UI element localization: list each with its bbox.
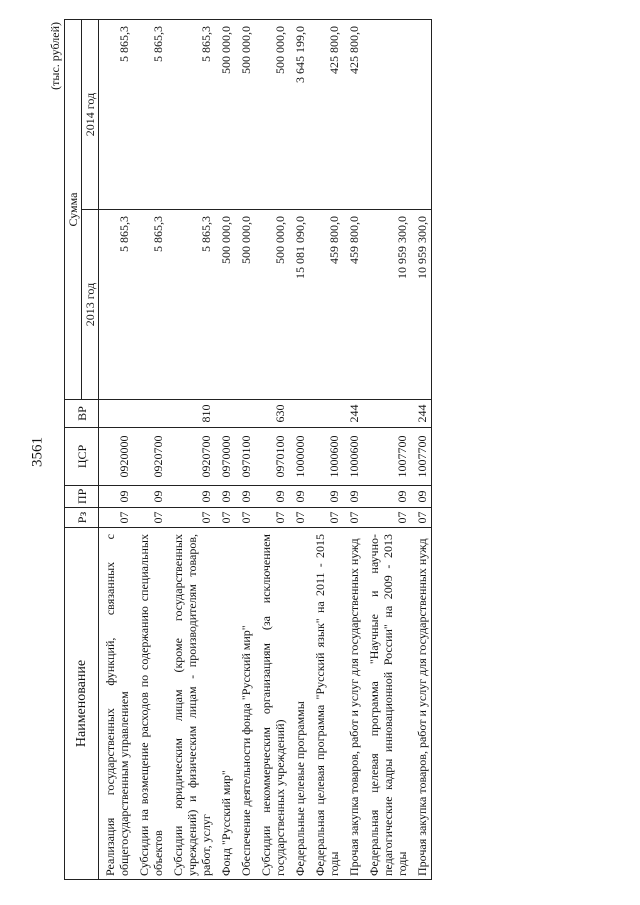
row-pr: 09 [363, 486, 411, 508]
row-csr: 1000600 [343, 428, 363, 486]
row-sum-2013: 15 081 090,0 [289, 210, 309, 400]
row-sum-2014: 5 865,3 [133, 19, 167, 209]
row-name: Федеральная целевая программа "Научные и научно-педагогические кадры инновационной России" на 2009 - 2013 годы [363, 528, 411, 880]
row-pr: 09 [343, 486, 363, 508]
table-row [99, 19, 134, 879]
row-rz: 07 [99, 508, 134, 528]
row-name: Федеральные целевые программы [289, 528, 309, 880]
header-year-2014: 2014 год [82, 19, 99, 209]
row-rz: 07 [309, 508, 343, 528]
row-name: Обеспечение деятельности фонда "Русский мир" [235, 528, 255, 880]
row-pr: 09 [235, 486, 255, 508]
row-name: Прочая закупка товаров, работ и услуг для государственных нужд [343, 528, 363, 880]
table-row [343, 19, 363, 879]
row-sum-2013: 459 800,0 [343, 210, 363, 400]
row-sum-2013: 500 000,0 [215, 210, 235, 400]
row-sum-2013: 459 800,0 [309, 210, 343, 400]
row-pr: 09 [309, 486, 343, 508]
row-sum-2013: 500 000,0 [255, 210, 289, 400]
row-sum-2013: 5 865,3 [133, 210, 167, 400]
header-vr: ВР [65, 400, 99, 428]
row-pr: 09 [99, 486, 134, 508]
row-sum-2014: 5 865,3 [99, 19, 134, 209]
row-sum-2014 [363, 19, 411, 209]
table-row [215, 19, 235, 879]
row-csr: 0920700 [167, 428, 215, 486]
header-pr: ПР [65, 486, 99, 508]
row-sum-2013: 5 865,3 [99, 210, 134, 400]
table-row [363, 19, 411, 879]
row-sum-2014: 500 000,0 [215, 19, 235, 209]
row-vr: 244 [411, 400, 432, 428]
table-header [65, 19, 99, 879]
table-row [167, 19, 215, 879]
page-number: 3561 [29, 437, 46, 467]
table-row [309, 19, 343, 879]
row-name: Субсидии некоммерческим организациям (за исключением государственных учреждений) [255, 528, 289, 880]
header-rz: Рз [65, 508, 99, 528]
row-pr: 09 [255, 486, 289, 508]
row-csr: 0970100 [235, 428, 255, 486]
table-row [289, 19, 309, 879]
row-name: Субсидии юридическим лицам (кроме государственных учреждений) и физическим лицам - производителям товаров, работ, услуг [167, 528, 215, 880]
row-vr [99, 400, 134, 428]
units-caption: (тыс. рублей) [48, 22, 62, 90]
row-sum-2014 [411, 19, 432, 209]
row-vr [133, 400, 167, 428]
row-pr: 09 [215, 486, 235, 508]
row-rz: 07 [255, 508, 289, 528]
row-rz: 07 [411, 508, 432, 528]
row-sum-2013: 500 000,0 [235, 210, 255, 400]
row-sum-2014: 500 000,0 [235, 19, 255, 209]
table-row [235, 19, 255, 879]
table-row [411, 19, 432, 879]
row-csr: 0970100 [255, 428, 289, 486]
header-csr: ЦСР [65, 428, 99, 486]
row-sum-2014: 425 800,0 [343, 19, 363, 209]
row-sum-2013: 5 865,3 [167, 210, 215, 400]
header-year-2013: 2013 год [82, 210, 99, 400]
row-name: Фонд "Русский мир" [215, 528, 235, 880]
rotated-page-content [48, 20, 638, 880]
row-rz: 07 [133, 508, 167, 528]
row-csr: 0920000 [99, 428, 134, 486]
row-csr: 0920700 [133, 428, 167, 486]
table-body [99, 19, 432, 879]
table-row [133, 19, 167, 879]
row-csr: 0970000 [215, 428, 235, 486]
row-sum-2014: 500 000,0 [255, 19, 289, 209]
row-vr [363, 400, 411, 428]
row-name: Прочая закупка товаров, работ и услуг для государственных нужд [411, 528, 432, 880]
row-pr: 09 [289, 486, 309, 508]
row-pr: 09 [167, 486, 215, 508]
row-vr: 244 [343, 400, 363, 428]
header-sum: Сумма [65, 19, 82, 399]
row-vr [289, 400, 309, 428]
row-vr [235, 400, 255, 428]
row-csr: 1000000 [289, 428, 309, 486]
row-rz: 07 [215, 508, 235, 528]
row-sum-2014: 425 800,0 [309, 19, 343, 209]
row-vr [215, 400, 235, 428]
row-pr: 09 [411, 486, 432, 508]
row-csr: 1007700 [363, 428, 411, 486]
row-name: Федеральная целевая программа "Русский язык" на 2011 - 2015 годы [309, 528, 343, 880]
budget-table [64, 19, 432, 880]
row-vr [309, 400, 343, 428]
row-csr: 1000600 [309, 428, 343, 486]
row-sum-2014: 5 865,3 [167, 19, 215, 209]
row-rz: 07 [343, 508, 363, 528]
row-rz: 07 [167, 508, 215, 528]
row-vr: 630 [255, 400, 289, 428]
row-name: Субсидии на возмещение расходов по содержанию специальных объектов [133, 528, 167, 880]
row-sum-2014: 3 645 199,0 [289, 19, 309, 209]
row-sum-2013: 10 959 300,0 [411, 210, 432, 400]
row-rz: 07 [289, 508, 309, 528]
row-sum-2013: 10 959 300,0 [363, 210, 411, 400]
row-name: Реализация государственных функций, связанных с общегосударственным управлением [99, 528, 134, 880]
row-pr: 09 [133, 486, 167, 508]
row-rz: 07 [363, 508, 411, 528]
header-name: Наименование [65, 528, 99, 880]
row-rz: 07 [235, 508, 255, 528]
table-row [255, 19, 289, 879]
row-vr: 810 [167, 400, 215, 428]
row-csr: 1007700 [411, 428, 432, 486]
